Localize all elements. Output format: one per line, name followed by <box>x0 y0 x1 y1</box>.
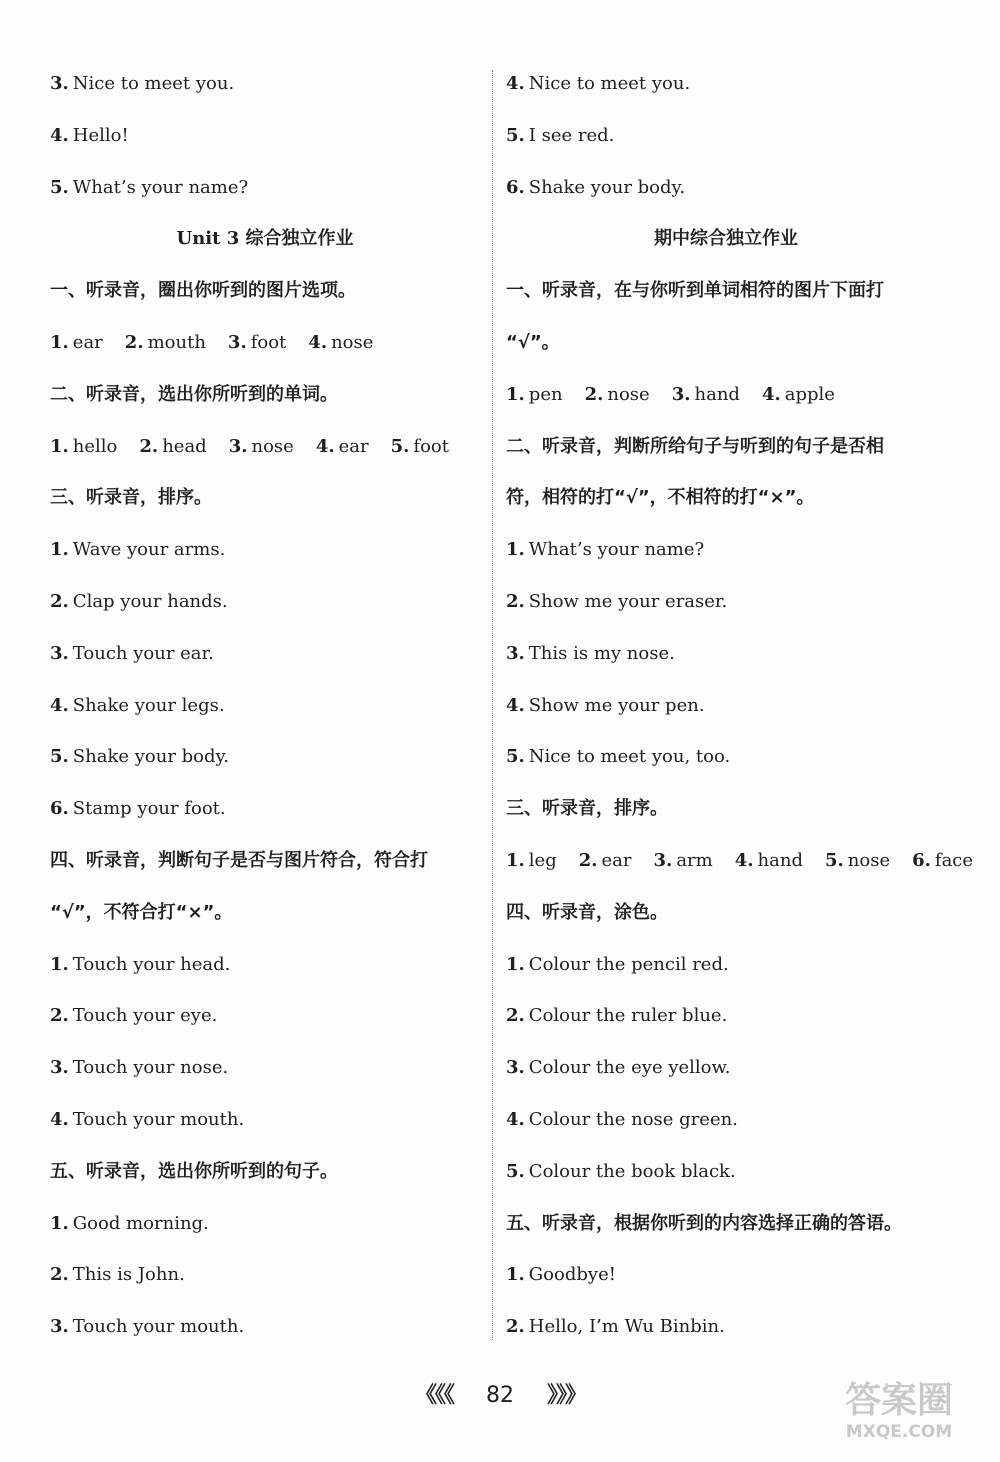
item-number: 4. <box>308 331 328 353</box>
section-instruction: 符，相符的打“√”，不相符的打“×”。 <box>506 487 815 509</box>
watermark-text: 答案圈 <box>844 1380 953 1421</box>
item-text: Colour the nose green. <box>528 1108 738 1130</box>
section-instruction: 二、听录音，判断所给句子与听到的句子是否相 <box>506 435 884 457</box>
item-text: Touch your ear. <box>72 642 214 664</box>
item-text: Colour the ruler blue. <box>528 1005 728 1027</box>
item-text: Show me your eraser. <box>528 590 728 612</box>
item-number: 2. <box>506 1005 525 1027</box>
answer-word <box>912 850 973 871</box>
answer-item <box>506 731 946 783</box>
section-instruction: 一、听录音，在与你听到单词相符的图片下面打 <box>506 280 884 302</box>
answer-item <box>50 524 480 576</box>
item-text: Colour the pencil red. <box>528 953 729 975</box>
answer-item <box>506 1094 946 1146</box>
answer-item <box>50 1301 480 1353</box>
item-text: arm <box>676 849 713 871</box>
answer-row <box>50 317 480 369</box>
answer-word <box>506 850 557 871</box>
item-number: 3. <box>50 1316 69 1338</box>
item-text: apple <box>784 383 835 405</box>
item-number: 3. <box>50 73 69 94</box>
item-text: Show me your pen. <box>528 694 705 716</box>
answer-word <box>308 332 373 353</box>
item-text: face <box>934 849 974 871</box>
answer-item <box>506 1146 946 1198</box>
watermark-logo <box>814 1380 984 1448</box>
answer-item <box>50 1198 480 1250</box>
answer-item <box>506 162 946 214</box>
item-text: leg <box>528 849 557 871</box>
answer-row <box>506 835 974 887</box>
section-instruction: 五、听录音，选出你所听到的句子。 <box>50 1160 338 1182</box>
item-number: 5. <box>506 124 525 146</box>
item-number: 2. <box>506 1316 525 1338</box>
item-text: ear <box>338 435 369 457</box>
answer-item <box>50 576 480 628</box>
answer-row <box>50 421 480 473</box>
item-text: Nice to meet you. <box>528 73 691 94</box>
answer-item <box>506 58 946 110</box>
item-number: 2. <box>50 1264 69 1286</box>
item-text: ear <box>601 849 632 871</box>
item-text: hello <box>72 435 118 457</box>
section-instruction: 三、听录音，排序。 <box>506 798 668 820</box>
answer-item <box>506 990 946 1042</box>
item-number: 1. <box>506 953 525 975</box>
item-text: Shake your body. <box>528 176 686 198</box>
item-number: 6. <box>506 176 525 198</box>
item-text: ear <box>72 331 103 353</box>
section-heading: Unit 3 综合独立作业 <box>176 228 354 250</box>
item-number: 1. <box>506 1264 525 1286</box>
answer-word <box>585 384 650 405</box>
section-instruction: “√”。 <box>506 331 560 353</box>
section-heading: 期中综合独立作业 <box>654 228 798 250</box>
item-text: nose <box>251 435 294 457</box>
item-text: Nice to meet you, too. <box>528 746 731 768</box>
item-number: 5. <box>390 435 410 457</box>
item-number: 5. <box>824 849 844 871</box>
watermark-url: MXQE.COM <box>845 1422 953 1442</box>
item-number: 4. <box>50 1108 69 1130</box>
answer-item <box>50 628 480 680</box>
answer-word <box>125 332 206 353</box>
item-number: 2. <box>578 849 598 871</box>
item-number: 3. <box>506 1057 525 1079</box>
item-text: foot <box>250 331 287 353</box>
answer-item <box>50 58 480 110</box>
item-text: Nice to meet you. <box>72 73 235 94</box>
item-number: 2. <box>50 1005 69 1027</box>
answer-row <box>506 369 946 421</box>
item-number: 1. <box>50 1212 69 1234</box>
item-number: 3. <box>653 849 673 871</box>
item-text: This is my nose. <box>528 642 675 664</box>
answer-item <box>506 1042 946 1094</box>
answer-item <box>50 990 480 1042</box>
item-text: Colour the eye yellow. <box>528 1057 731 1079</box>
column-divider <box>492 70 493 1340</box>
right-column <box>506 58 974 1353</box>
item-text: Good morning. <box>72 1212 209 1234</box>
answer-word <box>50 436 117 457</box>
footer-right-mark: 》》》 <box>547 1383 586 1408</box>
item-number: 3. <box>50 1057 69 1079</box>
item-number: 2. <box>50 590 69 612</box>
item-text: Clap your hands. <box>72 590 228 612</box>
item-text: Touch your head. <box>72 953 231 975</box>
page-number: 82 <box>486 1383 514 1408</box>
item-text: nose <box>607 383 650 405</box>
answer-word <box>762 384 835 405</box>
item-number: 4. <box>315 435 335 457</box>
section-instruction: 三、听录音，排序。 <box>50 487 212 509</box>
section-instruction: 五、听录音，根据你听到的内容选择正确的答语。 <box>506 1212 902 1234</box>
item-number: 6. <box>912 849 931 871</box>
item-number: 1. <box>50 539 69 561</box>
item-text: hand <box>694 383 740 405</box>
item-number: 4. <box>761 383 781 405</box>
answer-word <box>735 850 803 871</box>
answer-word <box>228 332 286 353</box>
item-number: 1. <box>50 953 69 975</box>
item-text: Colour the book black. <box>528 1160 736 1182</box>
left-column <box>50 58 480 1353</box>
item-number: 5. <box>506 1160 525 1182</box>
item-number: 3. <box>228 435 248 457</box>
item-text: Touch your mouth. <box>72 1108 245 1130</box>
item-number: 1. <box>506 539 525 561</box>
answer-word <box>654 850 713 871</box>
item-text: Shake your legs. <box>72 694 225 716</box>
answer-word <box>672 384 740 405</box>
section-instruction: 一、听录音，圈出你听到的图片选项。 <box>50 280 356 302</box>
answer-item <box>50 1042 480 1094</box>
item-text: Hello! <box>72 124 129 146</box>
item-text: Wave your arms. <box>72 539 226 561</box>
item-number: 4. <box>734 849 754 871</box>
item-text: nose <box>331 331 374 353</box>
item-text: Goodbye! <box>528 1264 616 1286</box>
answer-word <box>391 436 449 457</box>
answer-item <box>506 628 946 680</box>
answer-word <box>229 436 294 457</box>
answer-item <box>506 1249 946 1301</box>
section-instruction: “√”，不符合打“×”。 <box>50 901 233 923</box>
item-number: 3. <box>506 642 525 664</box>
answer-word <box>316 436 369 457</box>
item-number: 5. <box>50 746 69 768</box>
item-text: foot <box>413 435 449 457</box>
section-instruction: 四、听录音，判断句子是否与图片符合，符合打 <box>50 849 428 871</box>
item-number: 3. <box>227 331 247 353</box>
item-number: 4. <box>506 1108 525 1130</box>
item-number: 4. <box>50 694 69 716</box>
answer-word <box>506 384 563 405</box>
item-text: mouth <box>147 331 206 353</box>
section-instruction: 四、听录音，涂色。 <box>506 901 668 923</box>
item-number: 5. <box>506 746 525 768</box>
answer-word <box>139 436 206 457</box>
item-text: Shake your body. <box>72 746 230 768</box>
item-number: 2. <box>506 590 525 612</box>
answer-item <box>50 939 480 991</box>
answer-item <box>506 939 946 991</box>
answer-word <box>825 850 890 871</box>
item-number: 6. <box>50 798 69 820</box>
item-text: I see red. <box>528 124 615 146</box>
item-number: 2. <box>124 331 144 353</box>
answer-item <box>50 1249 480 1301</box>
item-number: 4. <box>506 694 525 716</box>
answer-item <box>506 576 946 628</box>
item-number: 4. <box>506 73 525 94</box>
item-text: What’s your name? <box>528 539 705 561</box>
item-number: 5. <box>50 176 69 198</box>
item-text: What’s your name? <box>72 176 249 198</box>
item-text: Hello, I’m Wu Binbin. <box>528 1316 725 1338</box>
item-number: 3. <box>671 383 691 405</box>
item-text: nose <box>847 849 891 871</box>
item-text: pen <box>528 383 563 405</box>
section-instruction: 二、听录音，选出你所听到的单词。 <box>50 383 338 405</box>
answer-item <box>50 680 480 732</box>
answer-item <box>50 731 480 783</box>
item-number: 1. <box>50 435 69 457</box>
answer-item <box>506 524 946 576</box>
item-number: 3. <box>50 642 69 664</box>
item-text: This is John. <box>72 1264 185 1286</box>
footer-left-mark: 《《《 <box>414 1383 453 1408</box>
answer-item <box>506 1301 946 1353</box>
item-text: Touch your mouth. <box>72 1316 245 1338</box>
item-text: hand <box>757 849 803 871</box>
item-number: 1. <box>50 331 69 353</box>
item-text: Touch your nose. <box>72 1057 229 1079</box>
answer-item <box>50 110 480 162</box>
answer-item <box>506 110 946 162</box>
item-text: head <box>162 435 207 457</box>
item-number: 1. <box>506 383 525 405</box>
answer-item <box>50 1094 480 1146</box>
item-number: 1. <box>506 849 525 871</box>
answer-item <box>50 783 480 835</box>
answer-word <box>579 850 632 871</box>
answer-item <box>50 162 480 214</box>
item-number: 4. <box>50 124 69 146</box>
item-text: Stamp your foot. <box>72 798 226 820</box>
item-number: 2. <box>584 383 604 405</box>
answer-word <box>50 332 103 353</box>
item-text: Touch your eye. <box>72 1005 218 1027</box>
answer-item <box>506 680 946 732</box>
item-number: 2. <box>139 435 159 457</box>
